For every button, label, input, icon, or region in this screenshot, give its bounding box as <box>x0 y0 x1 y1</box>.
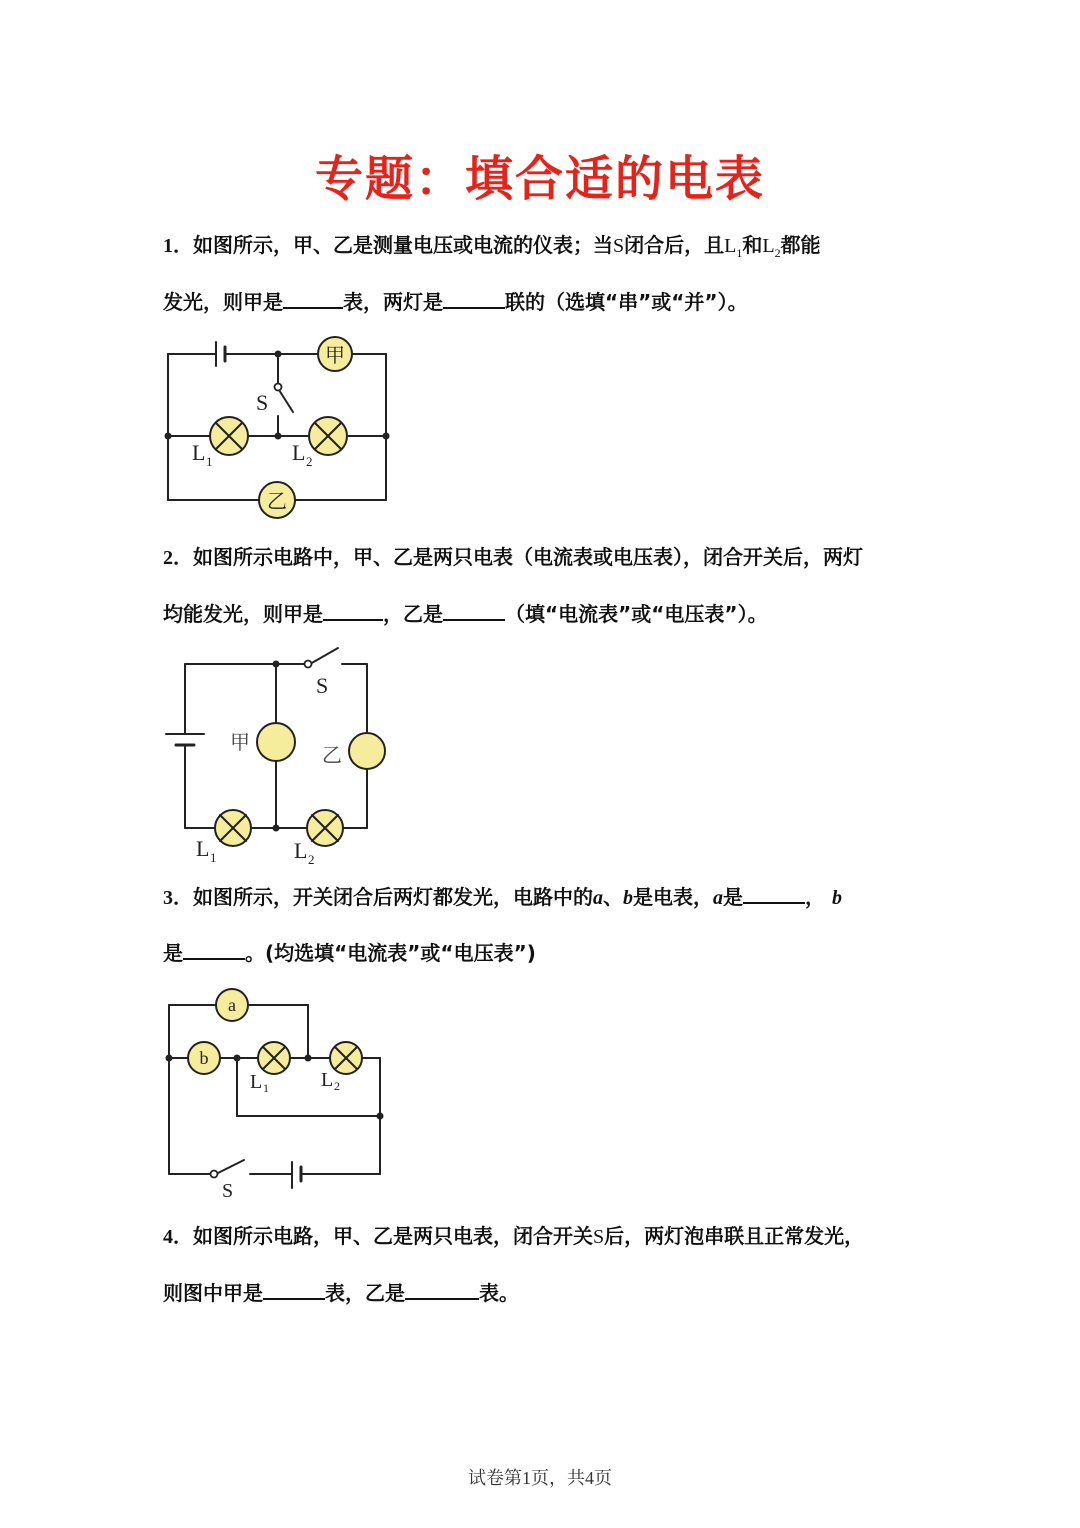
q4-text: 后，两灯泡串联且正常发光， <box>604 1224 865 1248</box>
lamp-l2-sub: 2 <box>334 1079 340 1093</box>
page-title: 专题：填合适的电表 <box>314 151 765 207</box>
switch-pivot <box>211 1171 218 1178</box>
meter-a-fig3 <box>216 989 248 1021</box>
lamp-l1-fig2 <box>215 810 251 846</box>
question-number: 4． <box>163 1226 193 1248</box>
switch-pivot <box>275 384 282 391</box>
switch-label: S <box>316 673 329 698</box>
q1-text: 和 <box>742 233 763 257</box>
meter-yi-1 <box>259 482 295 518</box>
meter-jia-1 <box>318 337 352 371</box>
figure-1-circuit <box>168 342 386 500</box>
lamp-l1-label: L <box>196 836 210 861</box>
lamp-l2-fig1 <box>309 417 347 455</box>
q1-text: 如图所示，甲、乙是测量电压或电流的仪表；当 <box>193 233 613 257</box>
q4-text: 则图中甲是 <box>163 1281 263 1305</box>
meter-b-fig3 <box>188 1042 220 1074</box>
lamp-l1-fig3 <box>258 1042 290 1074</box>
meter-jia-2 <box>257 723 295 761</box>
switch-blade <box>310 648 338 664</box>
lamp-l2-label: L <box>321 1069 334 1091</box>
meter-b-label: b <box>831 887 842 909</box>
q3-text: 、 <box>603 885 623 909</box>
lamp-l2-sub: 2 <box>306 454 313 469</box>
meter-jia-label: 甲 <box>230 730 250 754</box>
svg-text:乙: 乙 <box>267 489 287 513</box>
q1-text: 发光，则甲是 <box>163 290 283 314</box>
lamp-l2-label: L <box>292 440 306 465</box>
q3-text: ， <box>805 885 825 909</box>
page-footer: 试卷第1页，共4页 <box>468 1468 612 1488</box>
lamp-symbol: L <box>762 235 775 257</box>
q4-text: 表。 <box>479 1281 519 1305</box>
question-number: 1． <box>163 235 193 257</box>
lamp-l1-sub: 1 <box>206 454 213 469</box>
q3-text: 是 <box>163 941 183 965</box>
lamp-l1-sub: 1 <box>210 850 217 865</box>
q2-text: ，乙是 <box>383 602 443 626</box>
lamp-l1-label: L <box>192 440 206 465</box>
figure-3-circuit <box>169 1005 380 1188</box>
meter-yi-label: 乙 <box>322 743 342 767</box>
q1-text: 闭合后，且 <box>624 233 725 257</box>
q3-text: 。(均选填“电流表”或“电压表”) <box>245 941 536 965</box>
q3-text: 是电表， <box>633 885 713 909</box>
switch-symbol: S <box>613 235 625 257</box>
q3-text: 如图所示，开关闭合后两灯都发光，电路中的 <box>193 885 593 909</box>
switch-label: S <box>256 390 269 415</box>
lamp-l2-fig3 <box>330 1042 362 1074</box>
meter-a-label: a <box>593 887 603 909</box>
lamp-l2-sub: 2 <box>308 852 315 867</box>
meter-yi-2 <box>349 733 385 769</box>
lamp-l2-fig2 <box>307 810 343 846</box>
q2-text: 均能发光，则甲是 <box>163 602 323 626</box>
lamp-l1-label: L <box>250 1071 263 1093</box>
q3-text: 是 <box>723 885 743 909</box>
lamp-subscript: 2 <box>774 246 781 260</box>
lamp-l2-label: L <box>294 838 308 863</box>
lamp-l1-fig1 <box>210 417 248 455</box>
q4-text: 如图所示电路，甲、乙是两只电表，闭合开关 <box>193 1224 593 1248</box>
q4-text: 表，乙是 <box>325 1281 405 1305</box>
lamp-symbol: L <box>724 235 737 257</box>
switch-label: S <box>222 1180 234 1202</box>
q1-text: 表，两灯是 <box>343 290 443 314</box>
switch-pivot <box>305 661 312 668</box>
svg-text:a: a <box>228 995 236 1015</box>
q1-text: 都能 <box>780 233 821 257</box>
question-number: 3． <box>163 887 193 909</box>
q2-text: （填“电流表”或“电压表”）。 <box>505 602 768 626</box>
q2-text: 如图所示电路中，甲、乙是两只电表（电流表或电压表），闭合开关后，两灯 <box>193 545 863 569</box>
lamp-subscript: 1 <box>736 246 743 260</box>
q1-text: 联的（选填“串”或“并”）。 <box>505 290 748 314</box>
switch-blade <box>216 1160 244 1174</box>
meter-a-label: a <box>713 887 723 909</box>
meter-b-label: b <box>623 887 633 909</box>
switch-symbol: S <box>593 1226 605 1248</box>
svg-text:b: b <box>199 1048 209 1068</box>
question-number: 2． <box>163 547 193 569</box>
switch-blade <box>279 390 293 412</box>
lamp-l1-sub: 1 <box>263 1081 269 1095</box>
svg-text:甲: 甲 <box>325 343 345 367</box>
